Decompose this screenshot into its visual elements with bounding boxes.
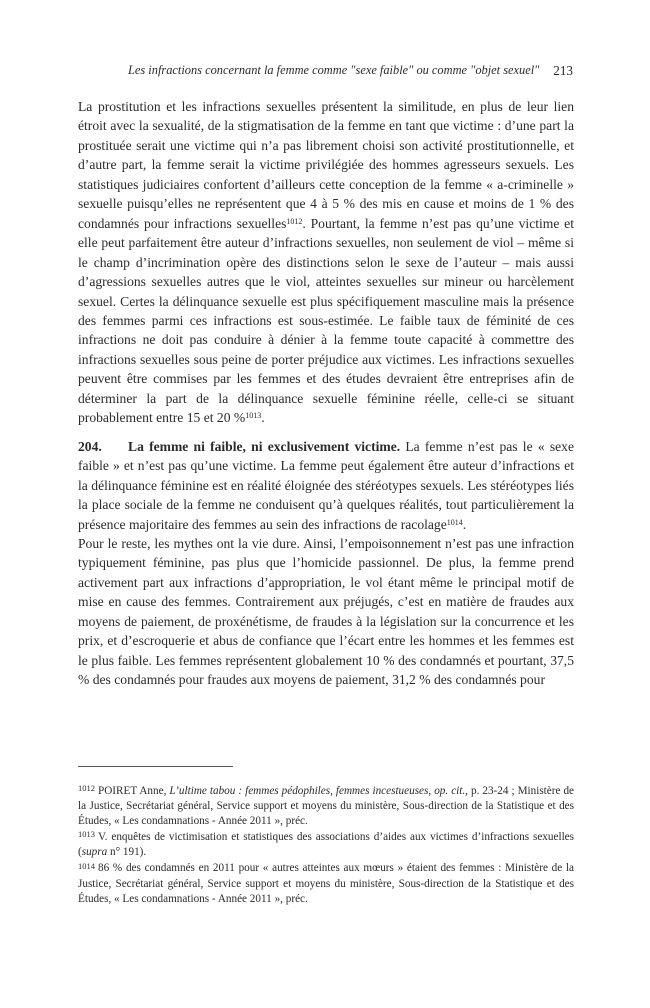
running-title: Les infractions concernant la femme comme "sexe faible" ou comme "objet sexuel": [128, 63, 540, 77]
paragraph-text: . Pourtant, la femme n’est pas qu’une victime et elle peut parfaitement être auteur d’infractions sexuelles, non seulement de viol – même si le champ d’incrimination opère des distinctions selon le sexe de l’auteur – mais aussi d’agressions sexuelles autres que le viol, atteintes sexuelles sur mineur ou harcèlement sexuel. Certes la délinquance sexuelle est plus spécifiquement masculine mais la présence des femmes parmi ces infractions est sous-estimée. Le faible taux de féminité de ces infractions ne doit pas conduire à dénier à la femme toute capacité à commettre des infractions sexuelles sous peine de porter préjudice aux victimes. Les infractions sexuelles peuvent être commises par les femmes et des études devraient être entreprises afin de déterminer la part de la délinquance sexuelle féminine réelle, celle-ci se situant probablement entre 15 et 20 %: [78, 215, 574, 426]
footnote-1014: [78, 861, 574, 906]
footnote-text: V. enquêtes de victimisation et statistiques des associations d’aides aux victimes d’infractions sexuelles (: [78, 831, 574, 859]
footnote-number: 1012: [78, 783, 95, 794]
footnote-title: L’ultime tabou : femmes pédophiles, femmes incestueuses: [169, 785, 429, 797]
paragraph-text: .: [462, 516, 467, 532]
section-204: [78, 437, 574, 534]
paragraph-text: .: [261, 410, 265, 426]
footnote-1012: [78, 784, 574, 829]
footnote-ref[interactable]: 1014: [446, 517, 463, 527]
main-text: [78, 97, 574, 690]
footnote-text: n° 191).: [107, 846, 147, 859]
footnote-text: 86 % des condamnés en 2011 pour « autres atteintes aux mœurs » étaient des femmes : Ministère de la Justice, Secrétariat général, Service support et moyens du ministère, Sous-direction de la Statistique et des Études, « Les condamnations - Année 2011 », préc.: [78, 862, 574, 905]
footnote-text: , p. 23-24 ; Ministère de la Justice, Secrétariat général, Service support et moyens du ministère, Sous-direction de la Statistique et des Études, « Les condamnations - Année 2011 », préc.: [78, 785, 575, 828]
footnote-text: POIRET Anne,: [98, 785, 170, 797]
paragraph-prostitution: [78, 97, 574, 428]
paragraph-text: La prostitution et les infractions sexuelles présentent la similitude, en plus de leur lien étroit avec la sexualité, de la stigmatisation de la femme en tant que victime : d’une part la prostituée serait une victime qui n’a pas librement choisi son activité prostitutionnelle, et d’autre part, la femme serait la victime privilégiée des hommes agresseurs sexuels. Les statistiques judiciaires confortent d’ailleurs cette conception de la femme « a-criminelle » sexuelle puisqu’elles ne représentent que 4 à 5 % des mis en cause et moins de 1 % des condamnés pour infractions sexuelles: [78, 99, 574, 231]
footnote-separator: [78, 766, 233, 767]
footnote-citation: supra: [81, 846, 108, 859]
paragraph-text: Pour le reste, les mythes ont la vie dure. Ainsi, l’empoisonnement n’est pas une infraction typiquement féminine, pas plus que l’homicide passionnel. De plus, la femme prend activement part aux infractions d’appropriation, le vol étant même le principal motif de mise en cause des femmes. Contrairement aux préjugés, c’est en matière de fraudes aux moyens de paiement, de proxénétisme, de fraudes à la législation sur la concurrence et les prix, et d’escroquerie et abus de confiance que l’écart entre les hommes et les femmes est le plus faible. Les femmes représentent globalement 10 % des condamnés et pourtant, 37,5 % des condamnés pour fraudes aux moyens de paiement, 31,2 % des condamnés pour: [78, 535, 574, 688]
footnote-number: 1014: [78, 860, 95, 871]
footnote-ref[interactable]: 1012: [286, 216, 303, 226]
footnote-number: 1013: [78, 829, 95, 840]
section-title: La femme ni faible, ni exclusivement victime.: [128, 438, 401, 454]
footnote-1013: [78, 830, 574, 860]
footnote-text: ,: [428, 785, 435, 797]
page-header: [78, 63, 573, 83]
footnote-citation: op. cit.: [434, 785, 466, 797]
footnote-ref[interactable]: 1013: [245, 411, 262, 421]
paragraph-myths: [78, 534, 574, 690]
paragraph-text: La femme n’est pas le « sexe faible » et n’est pas qu’une victime. La femme peut également être auteur d’infractions et la délinquance féminine est en réalité éloignée des stéréotypes sexuels. Les stéréotypes liés la place sociale de la femme ne conduisent qu’à quelques réalités, tout particulièrement la présence majoritaire des femmes au sein des infractions de racolage: [78, 438, 574, 532]
page-number: 213: [553, 63, 573, 78]
footnotes: [78, 784, 574, 908]
section-number: 204.: [78, 438, 102, 454]
